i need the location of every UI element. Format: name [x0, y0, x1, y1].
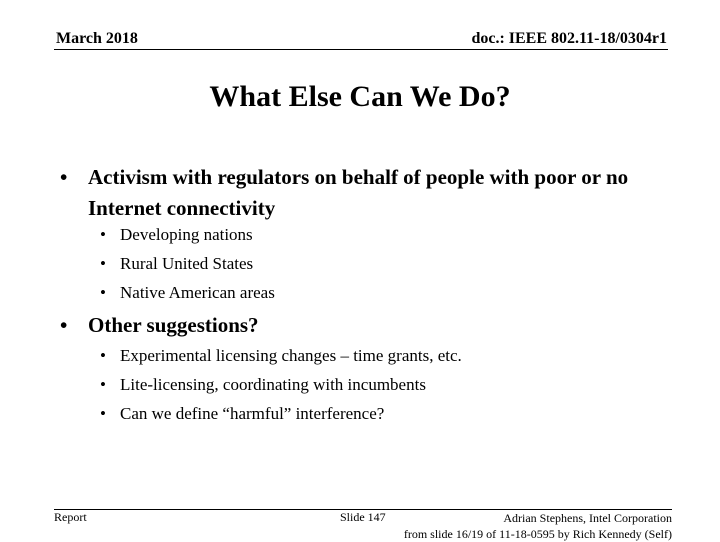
footer-author-line: Adrian Stephens, Intel Corporation [503, 511, 672, 525]
sub-bullet-text: Experimental licensing changes – time grants, etc. [120, 346, 462, 365]
footer-slide-number: Slide 147 [340, 510, 386, 524]
sub-bullet-item [100, 282, 660, 304]
sub-bullet-item [100, 253, 660, 275]
bullet-icon: • [60, 165, 68, 189]
bullet-item [60, 162, 670, 224]
footer-source-line: from slide 16/19 of 11-18-0595 by Rich Kennedy (Self) [403, 527, 672, 541]
sub-bullet-item [100, 374, 660, 396]
sub-bullet-text: Lite-licensing, coordinating with incumbents [120, 375, 426, 394]
bullet-icon: • [100, 225, 106, 244]
bullet-text: Other suggestions? [88, 313, 259, 337]
sub-bullet-item [100, 224, 660, 246]
sub-bullet-text: Developing nations [120, 225, 253, 244]
slide-title: What Else Can We Do? [209, 80, 511, 113]
bullet-icon: • [100, 375, 106, 394]
footer-doc-type: Report [54, 510, 87, 524]
sub-bullet-item [100, 403, 660, 425]
sub-bullet-text: Native American areas [120, 283, 275, 302]
header-date: March 2018 [56, 30, 138, 47]
bullet-icon: • [100, 254, 106, 273]
bullet-item [60, 310, 670, 341]
sub-bullet-item [100, 345, 660, 367]
sub-bullet-text: Can we define “harmful” interference? [120, 404, 385, 423]
header-divider [54, 49, 668, 50]
header-doc-id: doc.: IEEE 802.11-18/0304r1 [471, 30, 667, 47]
bullet-icon: • [100, 346, 106, 365]
bullet-text: Activism with regulators on behalf of people with poor or no Internet connectivity [88, 165, 629, 220]
sub-bullet-text: Rural United States [120, 254, 254, 273]
bullet-icon: • [60, 313, 68, 337]
footer-author [404, 510, 672, 542]
bullet-icon: • [100, 283, 106, 302]
bullet-icon: • [100, 404, 106, 423]
